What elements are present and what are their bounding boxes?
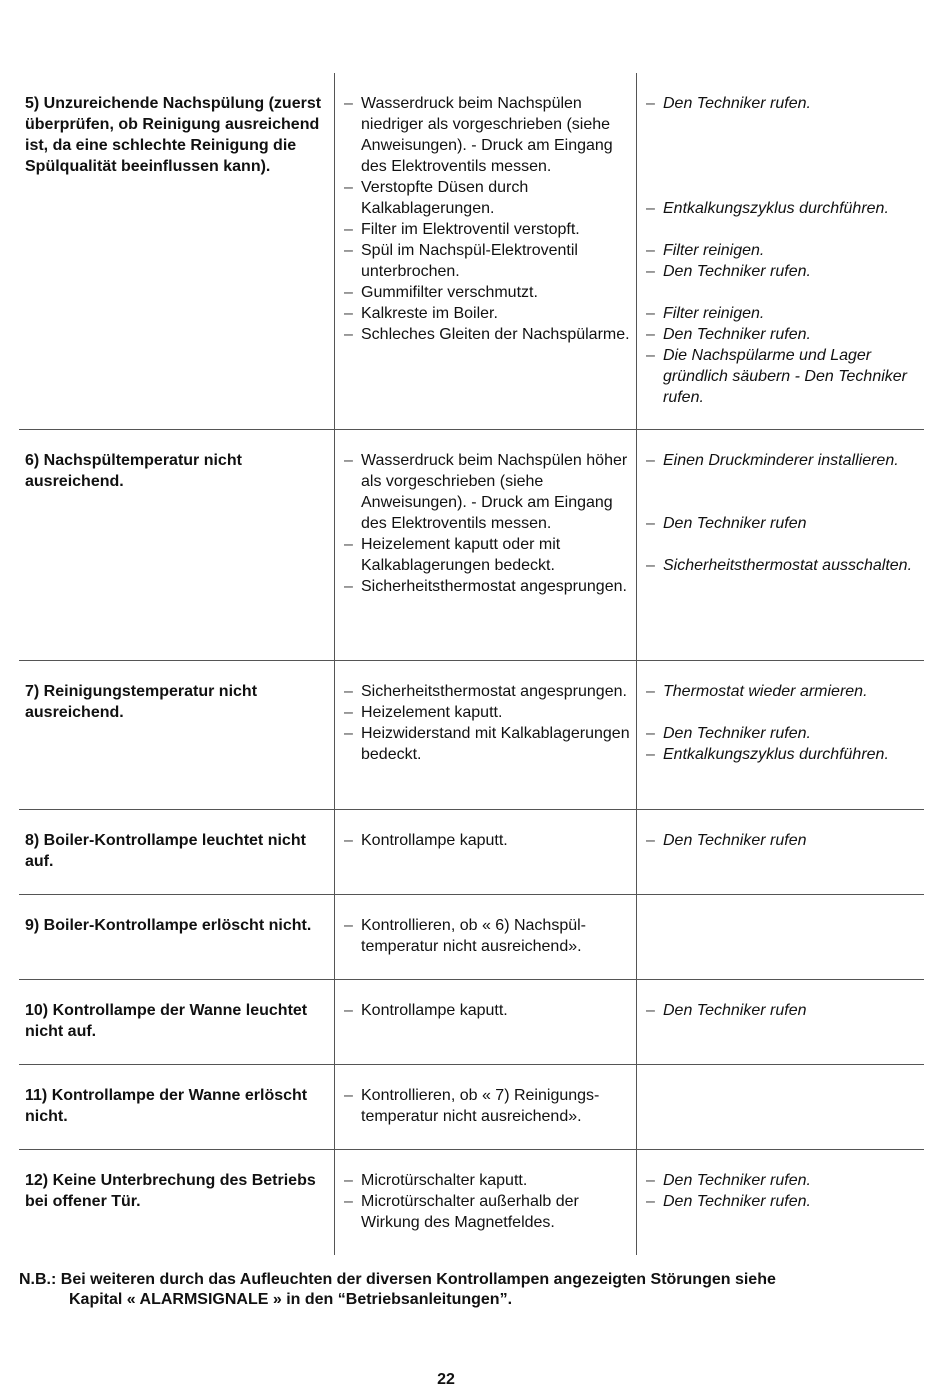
problem-cell: 6) Nachspültemperatur nicht ausreichend. xyxy=(25,452,242,490)
remedies-cell xyxy=(636,73,924,429)
table-row xyxy=(19,810,924,895)
table-row xyxy=(19,430,924,661)
remedy-item: – Filter reinigen. xyxy=(643,303,918,324)
remedy-item: – Thermostat wieder armieren. xyxy=(643,681,918,702)
cause-item: – Microtürschalter außerhalb der Wirkung des Magnetfeldes. xyxy=(341,1191,630,1233)
remedy-item: – Den Techniker rufen xyxy=(643,830,918,851)
cause-item: – Kontrollieren, ob « 7) Reinigungs-temperatur nicht ausreichend». xyxy=(341,1085,630,1127)
remedy-item: – Den Techniker rufen. xyxy=(643,1191,918,1212)
cause-item: – Wasserdruck beim Nachspülen niedriger als vorgeschrieben (siehe Anweisungen). - Druck am Eingang des Elektroventils messen. xyxy=(341,93,630,177)
remedy-item: – Die Nachspülarme und Lager gründlich säubern - Den Techniker rufen. xyxy=(643,345,918,408)
remedy-item: – Den Techniker rufen. xyxy=(643,261,918,282)
table-row xyxy=(19,895,924,980)
remedies-cell xyxy=(636,1150,924,1255)
causes-cell xyxy=(334,895,636,979)
problem-cell: 7) Reinigungstemperatur nicht ausreichend. xyxy=(25,683,258,721)
cause-item: – Kontrollampe kaputt. xyxy=(341,1000,630,1021)
footnote xyxy=(19,1270,919,1310)
footnote-line: Kapital « ALARMSIGNALE » in den “Betriebsanleitungen”. xyxy=(69,1291,513,1308)
footnote-line: N.B.: Bei weiteren durch das Aufleuchten der diversen Kontrollampen angezeigten Störungen siehe xyxy=(19,1271,776,1288)
cause-item: – Kalkreste im Boiler. xyxy=(341,303,630,324)
causes-cell xyxy=(334,810,636,894)
remedies-cell xyxy=(636,895,924,979)
remedy-item: – Den Techniker rufen. xyxy=(643,723,918,744)
remedies-cell xyxy=(636,980,924,1064)
remedy-item: – Den Techniker rufen xyxy=(643,513,918,534)
problem-cell: 11) Kontrollampe der Wanne erlöscht nicht. xyxy=(25,1087,308,1125)
table-row xyxy=(19,1065,924,1150)
table-row xyxy=(19,1150,924,1255)
remedy-item: – Den Techniker rufen. xyxy=(643,324,918,345)
cause-item: – Spül im Nachspül-Elektroventil unterbrochen. xyxy=(341,240,630,282)
problem-cell: 12) Keine Unterbrechung des Betriebs bei offener Tür. xyxy=(25,1172,316,1210)
table-row xyxy=(19,980,924,1065)
table-row xyxy=(19,73,924,430)
cause-item: – Verstopfte Düsen durch Kalkablagerungen. xyxy=(341,177,630,219)
problem-cell: 5) Unzureichende Nachspülung (zuerst überprüfen, ob Reinigung ausreichend ist, da eine schlechte Reinigung die Spülqualität beeinflussen kann). xyxy=(25,95,322,175)
problem-cell: 10) Kontrollampe der Wanne leuchtet nicht auf. xyxy=(25,1002,308,1040)
causes-cell xyxy=(334,1065,636,1149)
cause-item: – Schleches Gleiten der Nachspülarme. xyxy=(341,324,630,345)
table-row xyxy=(19,661,924,810)
remedy-item: – Einen Druckminderer installieren. xyxy=(643,450,918,471)
cause-item: – Filter im Elektroventil verstopft. xyxy=(341,219,630,240)
problem-cell: 8) Boiler-Kontrollampe leuchtet nicht auf. xyxy=(25,832,306,870)
remedy-item: – Sicherheitsthermostat ausschalten. xyxy=(643,555,918,576)
cause-item: – Heizwiderstand mit Kalkablagerungen bedeckt. xyxy=(341,723,630,765)
cause-item: – Kontrollieren, ob « 6) Nachspül-temperatur nicht ausreichend». xyxy=(341,915,630,957)
cause-item: – Sicherheitsthermostat angesprungen. xyxy=(341,576,630,597)
remedy-item: – Den Techniker rufen. xyxy=(643,93,918,114)
remedy-item: – Entkalkungszyklus durchführen. xyxy=(643,198,918,219)
remedies-cell xyxy=(636,661,924,809)
cause-item: – Heizelement kaputt. xyxy=(341,702,630,723)
causes-cell xyxy=(334,73,636,429)
causes-cell xyxy=(334,430,636,660)
causes-cell xyxy=(334,661,636,809)
cause-item: – Sicherheitsthermostat angesprungen. xyxy=(341,681,630,702)
remedy-item: – Den Techniker rufen xyxy=(643,1000,918,1021)
cause-item: – Gummifilter verschmutzt. xyxy=(341,282,630,303)
cause-item: – Kontrollampe kaputt. xyxy=(341,830,630,851)
remedies-cell xyxy=(636,1065,924,1149)
remedy-item: – Entkalkungszyklus durchführen. xyxy=(643,744,918,765)
cause-item: – Heizelement kaputt oder mit Kalkablagerungen bedeckt. xyxy=(341,534,630,576)
remedies-cell xyxy=(636,430,924,660)
remedy-item: – Filter reinigen. xyxy=(643,240,918,261)
causes-cell xyxy=(334,980,636,1064)
cause-item: – Microtürschalter kaputt. xyxy=(341,1170,630,1191)
causes-cell xyxy=(334,1150,636,1255)
remedies-cell xyxy=(636,810,924,894)
troubleshooting-table xyxy=(19,73,924,1255)
remedy-item: – Den Techniker rufen. xyxy=(643,1170,918,1191)
cause-item: – Wasserdruck beim Nachspülen höher als vorgeschrieben (siehe Anweisungen). - Druck am Eingang des Elektroventils messen. xyxy=(341,450,630,534)
page-number: 22 xyxy=(437,1371,455,1388)
problem-cell: 9) Boiler-Kontrollampe erlöscht nicht. xyxy=(25,917,312,934)
